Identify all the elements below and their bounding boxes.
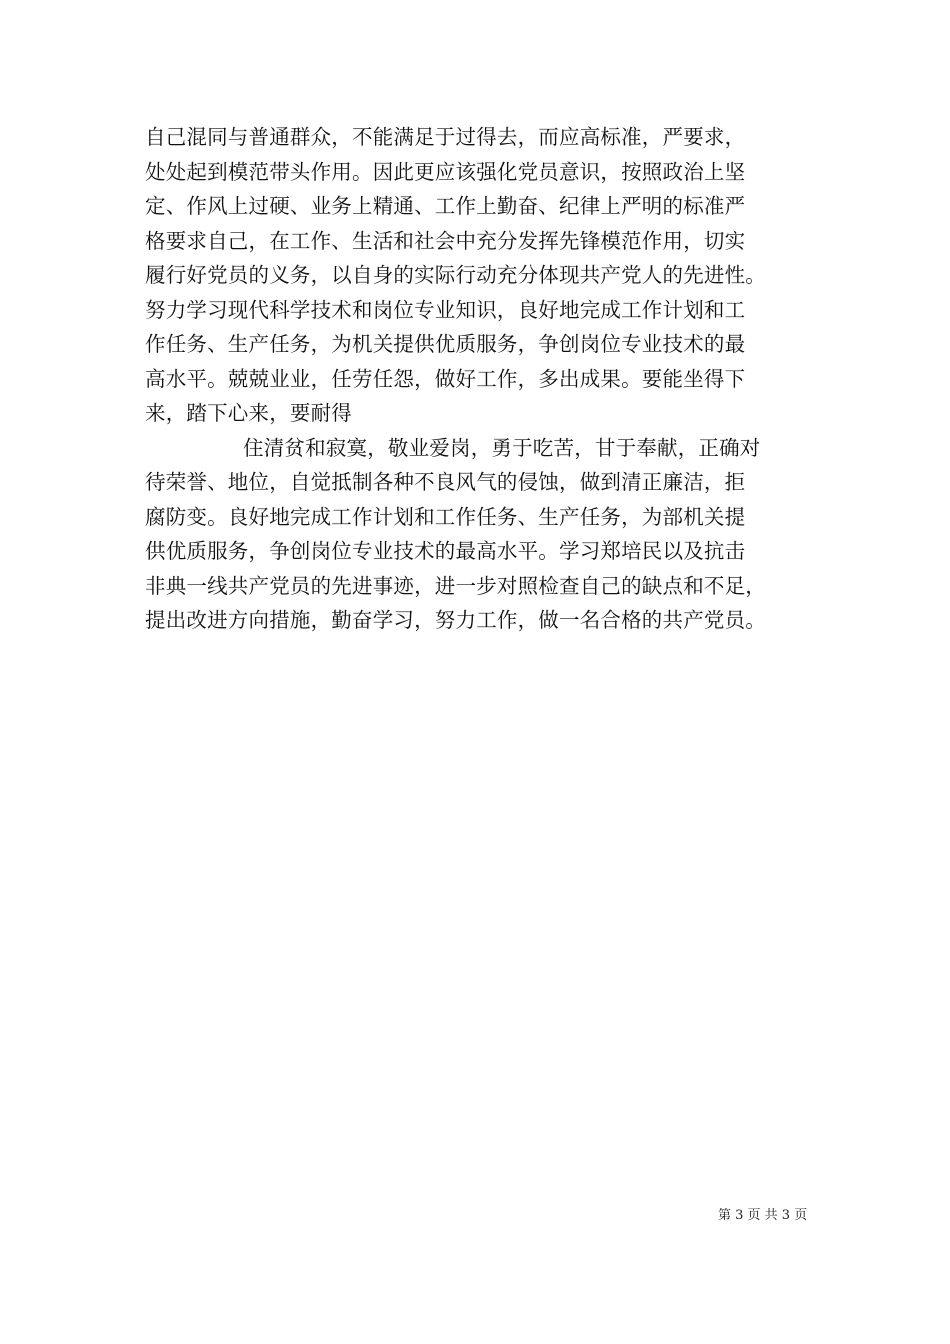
text-line: 提出改进方向措施，勤奋学习，努力工作，做一名合格的共产党员。 (145, 608, 766, 632)
body-text (145, 120, 835, 638)
page-footer (718, 1204, 807, 1223)
text-line: 格要求自己，在工作、生活和社会中充分发挥先锋模范作用，切实 (145, 228, 746, 253)
text-line: 定、作风上过硬、业务上精通、工作上勤奋、纪律上严明的标准严 (145, 194, 746, 218)
paragraph-1 (145, 120, 835, 431)
text-line: 来，踏下心来，要耐得 (145, 401, 352, 425)
text-line: 自己混同与普通群众，不能满足于过得去，而应高标准，严要求， (145, 125, 746, 149)
text-line: 高水平。兢兢业业，任劳任怨，做好工作，多出成果。要能坐得下 (145, 366, 746, 391)
text-line: 非典一线共产党员的先进事迹，进一步对照检查自己的缺点和不足， (145, 573, 766, 598)
text-line: 腐防变。良好地完成工作计划和工作任务、生产任务，为部机关提 (145, 504, 746, 529)
text-line-indented: 住清贫和寂寞，敬业爱岗，勇于吃苦，甘于奉献，正确对 (243, 435, 761, 460)
page-number-indicator: 第 3 页 共 3 页 (718, 1208, 808, 1223)
text-line: 处处起到模范带头作用。因此更应该强化党员意识，按照政治上坚 (145, 159, 746, 184)
text-line: 履行好党员的义务，以自身的实际行动充分体现共产党人的先进性。 (145, 263, 766, 287)
paragraph-2 (145, 431, 835, 638)
text-line: 待荣誉、地位，自觉抵制各种不良风气的侵蚀，做到清正廉洁，拒 (145, 470, 746, 494)
text-line: 供优质服务，争创岗位专业技术的最高水平。学习郑培民以及抗击 (145, 539, 746, 563)
text-line: 作任务、生产任务，为机关提供优质服务，争创岗位专业技术的最 (145, 332, 746, 356)
text-line: 努力学习现代科学技术和岗位专业知识，良好地完成工作计划和工 (145, 297, 746, 322)
